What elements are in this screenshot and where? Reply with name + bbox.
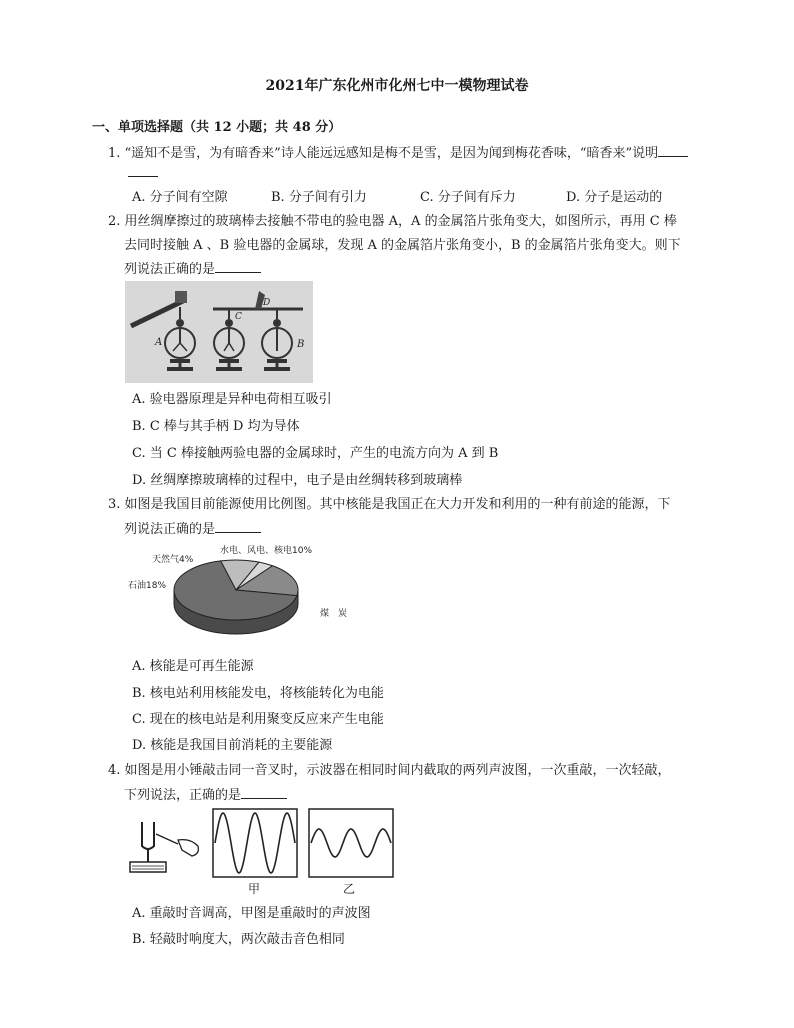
q3-option-b: B. 核电站利用核能发电，将核能转化为电能 xyxy=(132,686,384,701)
waveform-yi xyxy=(308,808,394,878)
electroscope-figure xyxy=(125,281,313,383)
hand xyxy=(175,291,187,303)
q1-option-a: A. 分子间有空隙 xyxy=(132,190,228,205)
q1-stem-text: 1. “遥知不是雪，为有暗香来”诗人能远远感知是梅不是雪，是因为闻到梅花香味，“暗香来”说明 xyxy=(108,146,659,161)
q2-line3 xyxy=(124,260,261,279)
pie-label-hydro: 水电、风电、核电10% xyxy=(220,546,313,556)
q4-option-a: A. 重敲时音调高，甲图是重敲时的声波图 xyxy=(132,906,371,921)
tuning-fork-figure xyxy=(126,808,208,884)
q1-blank xyxy=(658,144,688,157)
hand-icon xyxy=(178,840,198,856)
q4-option-b: B. 轻敲时响度大，两次敲击音色相同 xyxy=(132,932,345,947)
label-d: D xyxy=(263,298,271,308)
section-heading: 一、单项选择题（共 12 小题；共 48 分） xyxy=(92,120,342,135)
q3-blank xyxy=(215,520,261,533)
q2-line3-text: 列说法正确的是 xyxy=(124,262,216,277)
q3-line1: 3. 如图是我国目前能源使用比例图。其中核能是我国正在大力开发和利用的一种有前途的能源，下 xyxy=(108,497,671,512)
q3-line2-text: 列说法正确的是 xyxy=(124,522,216,537)
q2-blank xyxy=(215,260,261,273)
q3-line2 xyxy=(124,520,261,539)
pie-label-coal: 煤 炭 xyxy=(320,609,348,619)
label-yi: 乙 xyxy=(343,882,356,896)
q1-blank-cont xyxy=(128,176,158,177)
q2-option-a: A. 验电器原理是异种电荷相互吸引 xyxy=(132,392,332,407)
electroscope-a-ball xyxy=(176,319,184,327)
q1-option-b: B. 分子间有引力 xyxy=(271,190,367,205)
waveform-jia xyxy=(212,808,298,878)
pie-label-oil: 石油18% xyxy=(128,581,167,591)
q1-stem xyxy=(108,144,688,163)
q4-line2-text: 下列说法，正确的是 xyxy=(124,788,242,803)
q1-option-c: C. 分子间有斥力 xyxy=(420,190,516,205)
q4-line2 xyxy=(124,786,287,805)
q2-line1: 2. 用丝绸摩擦过的玻璃棒去接触不带电的验电器 A，A 的金属箔片张角变大，如图所示，再用 C 棒 xyxy=(108,214,677,229)
q3-option-c: C. 现在的核电站是利用聚变反应来产生电能 xyxy=(132,712,384,727)
q3-option-a: A. 核能是可再生能源 xyxy=(132,659,254,674)
exam-title: 2021年广东化州市化州七中一模物理试卷 xyxy=(265,78,529,94)
label-a: A xyxy=(155,337,163,348)
q2-line2: 去同时接触 A 、B 验电器的金属球，发现 A 的金属箔片张角变小，B 的金属箔片张角变大。则下 xyxy=(124,238,681,253)
q2-option-b: B. C 棒与其手柄 D 均为导体 xyxy=(132,419,300,434)
hammer xyxy=(156,834,178,844)
q4-blank xyxy=(241,786,287,799)
q2-option-c: C. 当 C 棒接触两验电器的金属球时，产生的电流方向为 A 到 B xyxy=(132,446,499,461)
label-jia: 甲 xyxy=(248,882,261,896)
tuning-fork xyxy=(142,822,154,849)
q3-option-d: D. 核能是我国目前消耗的主要能源 xyxy=(132,738,333,753)
q2-option-d: D. 丝绸摩擦玻璃棒的过程中，电子是由丝绸转移到玻璃棒 xyxy=(132,473,463,488)
label-c: C xyxy=(235,312,242,322)
pie-label-gas: 天然气4% xyxy=(152,555,194,565)
resonance-box xyxy=(130,862,166,872)
energy-pie-chart xyxy=(124,540,360,648)
label-b: B xyxy=(297,339,305,350)
pie-slices xyxy=(174,560,298,634)
q4-line1: 4. 如图是用小锤敲击同一音叉时，示波器在相同时间内截取的两列声波图，一次重敲，一次轻敲， xyxy=(108,763,671,778)
q1-option-d: D. 分子是运动的 xyxy=(566,190,663,205)
